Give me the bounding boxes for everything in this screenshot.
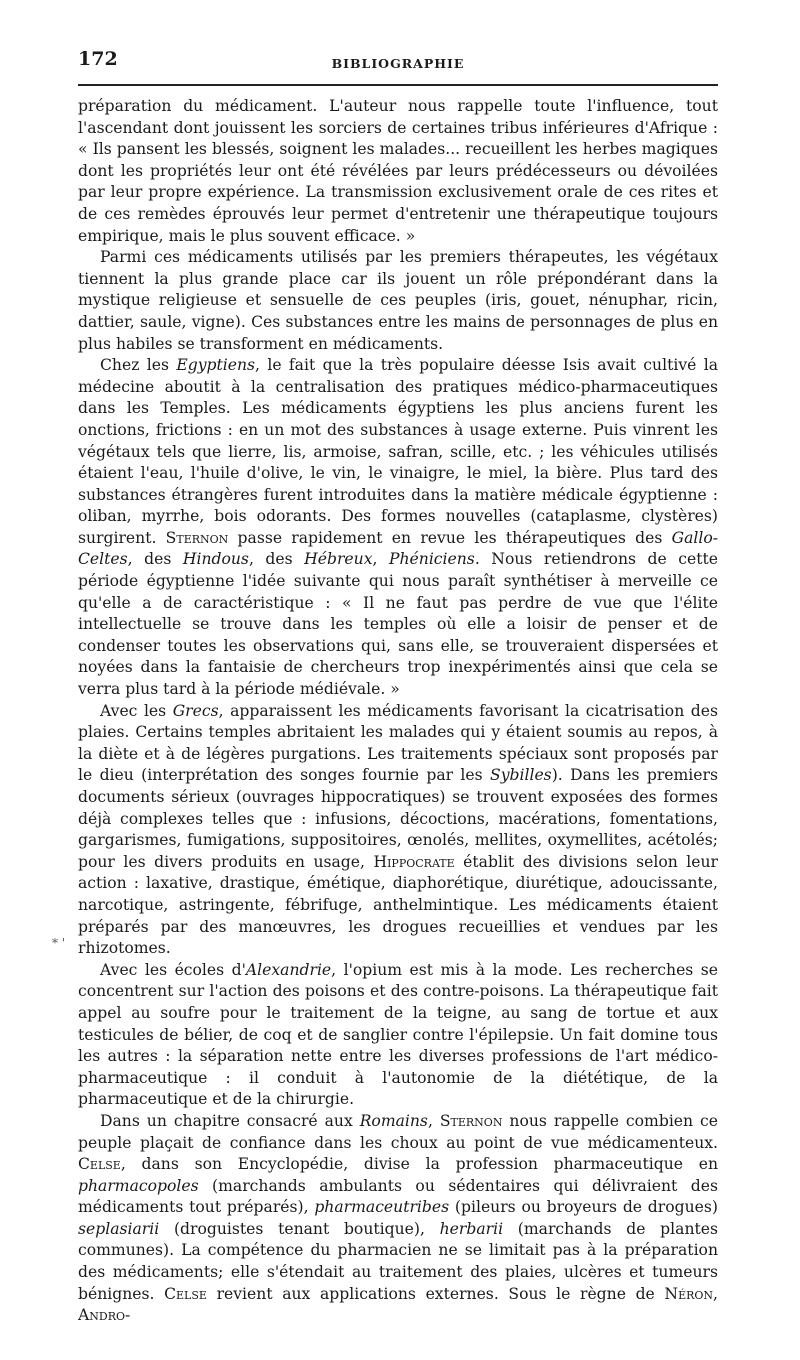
text-run: (marchands de plantes communes). La compétence du pharmacien ne se limitait pas à la préparation des médicaments; elle s'étendait au traitement des plaies, ulcères et tumeurs bénignes. — [78, 1219, 718, 1303]
author-name: Celse — [164, 1284, 207, 1303]
italic-term: Hindous — [182, 550, 249, 569]
text-run: passe rapidement en revue les thérapeutiques des — [228, 528, 672, 547]
text-run: préparation du médicament. L'auteur nous rappelle toute l'influence, tout l'ascendant dont jouissent les sorciers de certaines tribus inférieures d'Afrique : « Ils pansent les blessés, soignent les malades... recueillent les herbes magiques dont les propriétés leur ont été révélées par leurs prédécesseurs ou dévoilées par leur propre expérience. La transmission exclusivement orale de ces rites et de ces remèdes éprouvés leur permet d'entretenir une thérapeutique toujours empirique, mais le plus souvent efficace. » — [78, 97, 718, 245]
text-run: , — [427, 1111, 440, 1130]
text-run: , le fait que la très populaire déesse Isis avait cultivé la médecine aboutit à la centralisation des pratiques médico-pharmaceutiques dans les Temples. Les médicaments égyptiens les plus anciens furent les onctions, frictions : en un mot des substances à usage externe. Puis vinrent les végétaux tels que lierre, lis, armoise, safran, scille, etc. ; les véhicules utilisés étaient l'eau, l'huile d'olive, le vin, le vinaigre, le miel, la bière. Plus tard des substances étrangères furent introduites dans la matière médicale égyptienne : oliban, myrrhe, bois odorants. Des formes nouvelles (cataplasme, clystères) surgirent. — [78, 356, 718, 547]
paragraph — [78, 701, 718, 960]
page-header — [78, 44, 718, 86]
author-name: Sternon — [439, 1111, 503, 1130]
italic-term: seplasiarii — [78, 1219, 160, 1238]
text-run: , l'opium est mis à la mode. Les recherches se concentrent sur l'action des poisons et des contre-poisons. La thérapeutique fait appel au soufre pour le traitement de la teigne, au sang de tortue et aux testicules de bélier, de coq et de sanglier contre l'épilepsie. Un fait domine tous les autres : la séparation nette entre les diverses professions de l'art médico-pharmaceutique : il conduit à l'autonomie de la diététique, de la pharmaceutique et de la chirurgie. — [78, 960, 719, 1109]
italic-term: Egyptiens — [176, 356, 256, 375]
paragraph — [78, 355, 718, 701]
text-run: Avec les écoles d' — [100, 960, 246, 979]
italic-term: Gallo-Celtes — [78, 528, 718, 569]
text-run: revient aux applications externes. Sous le règne de — [206, 1284, 665, 1303]
italic-term: Grecs — [172, 701, 219, 720]
text-run: Dans un chapitre consacré aux — [100, 1111, 360, 1130]
text-run: , dans son Encyclopédie, divise la profession pharmaceutique en — [120, 1155, 718, 1174]
author-name: Sternon — [165, 528, 229, 547]
text-run: , apparaissent les médicaments favorisant la cicatrisation des plaies. Certains temples abritaient les malades qui y étaient soumis au repos, à la diète et à de légères purgations. Les traitements spéciaux sont proposés par le dieu (interprétation des songes fournie par les — [78, 701, 718, 785]
italic-term: Sybilles — [490, 766, 552, 785]
text-run: , des — [248, 550, 305, 569]
italic-term: Alexandrie — [245, 960, 332, 979]
text-run: ). Dans les premiers documents sérieux (ouvrages hippocratiques) se trouvent exposées des formes déjà complexes telles que : infusions, décoctions, macérations, fomentations, gargarismes, fumigations, suppositoires, œnolés, mellites, oxymellites, acétolés; pour les divers produits en usage, — [78, 766, 718, 871]
author-name: Celse — [78, 1155, 121, 1174]
text-run: Avec les — [100, 701, 173, 720]
text-run: , — [372, 550, 390, 569]
page-number: 172 — [78, 48, 118, 70]
text-run: . Nous retiendrons de cette période égyptienne l'idée suivante qui nous paraît synthétiser à merveille ce qu'elle a de caractéristique : « Il ne faut pas perdre de vue que l'élite intellectuelle se trouve dans les temples où elle a loisir de penser et de condenser toutes les observations qui, sans elle, se trouveraient dispersées et noyées dans la fantaisie de chercheurs trop inexpérimentés ainsi que cela se verra plus tard à la période médiévale. » — [78, 550, 718, 699]
text-run: , des — [127, 550, 183, 569]
italic-term: Romains — [359, 1111, 428, 1130]
text-run: , — [713, 1284, 718, 1303]
italic-term: pharmacopoles — [78, 1176, 199, 1195]
text-run: Chez les — [100, 356, 177, 375]
paragraph — [78, 1111, 718, 1327]
italic-term: Phéniciens — [389, 550, 475, 569]
text-run: établit des divisions selon leur action : laxative, drastique, émétique, diaphorétique, diurétique, adoucissante, narcotique, astringente, fébrifuge, anthelmintique. Les médicaments étaient préparés par des manœuvres, les drogues recueillies et vendues par les rhizotomes. — [78, 852, 718, 958]
paragraph — [78, 247, 718, 355]
italic-term: pharmaceutribes — [314, 1198, 450, 1217]
paragraph — [78, 96, 718, 247]
author-name: Hippocrate — [373, 852, 455, 871]
running-head: BIBLIOGRAPHIE — [331, 56, 465, 71]
text-run: (droguistes tenant boutique), — [159, 1219, 440, 1238]
document-page — [78, 44, 718, 1327]
text-run: nous rappelle combien ce peuple plaçait de confiance dans les choux au point de vue médicamenteux. — [78, 1111, 718, 1152]
italic-term: herbarii — [439, 1219, 504, 1238]
body-text — [78, 96, 718, 1327]
text-run: Parmi ces médicaments utilisés par les premiers thérapeutes, les végétaux tiennent la plus grande place car ils jouent un rôle prépondérant dans la mystique religieuse et sensuelle de ces peuples (iris, gouet, nénuphar, ricin, dattier, saule, vigne). Ces substances entre les mains de personnages de plus en plus habiles se transforment en médicaments. — [78, 248, 718, 353]
author-name: Néron — [664, 1284, 714, 1303]
paragraph — [78, 960, 718, 1111]
italic-term: Hébreux — [304, 550, 373, 569]
text-run: (marchands ambulants ou sédentaires qui délivraient des médicaments tout préparés), — [78, 1176, 718, 1217]
author-name: Andro- — [78, 1306, 131, 1325]
margin-mark: * ' — [52, 936, 66, 950]
text-run: (pileurs ou broyeurs de drogues) — [449, 1198, 718, 1217]
